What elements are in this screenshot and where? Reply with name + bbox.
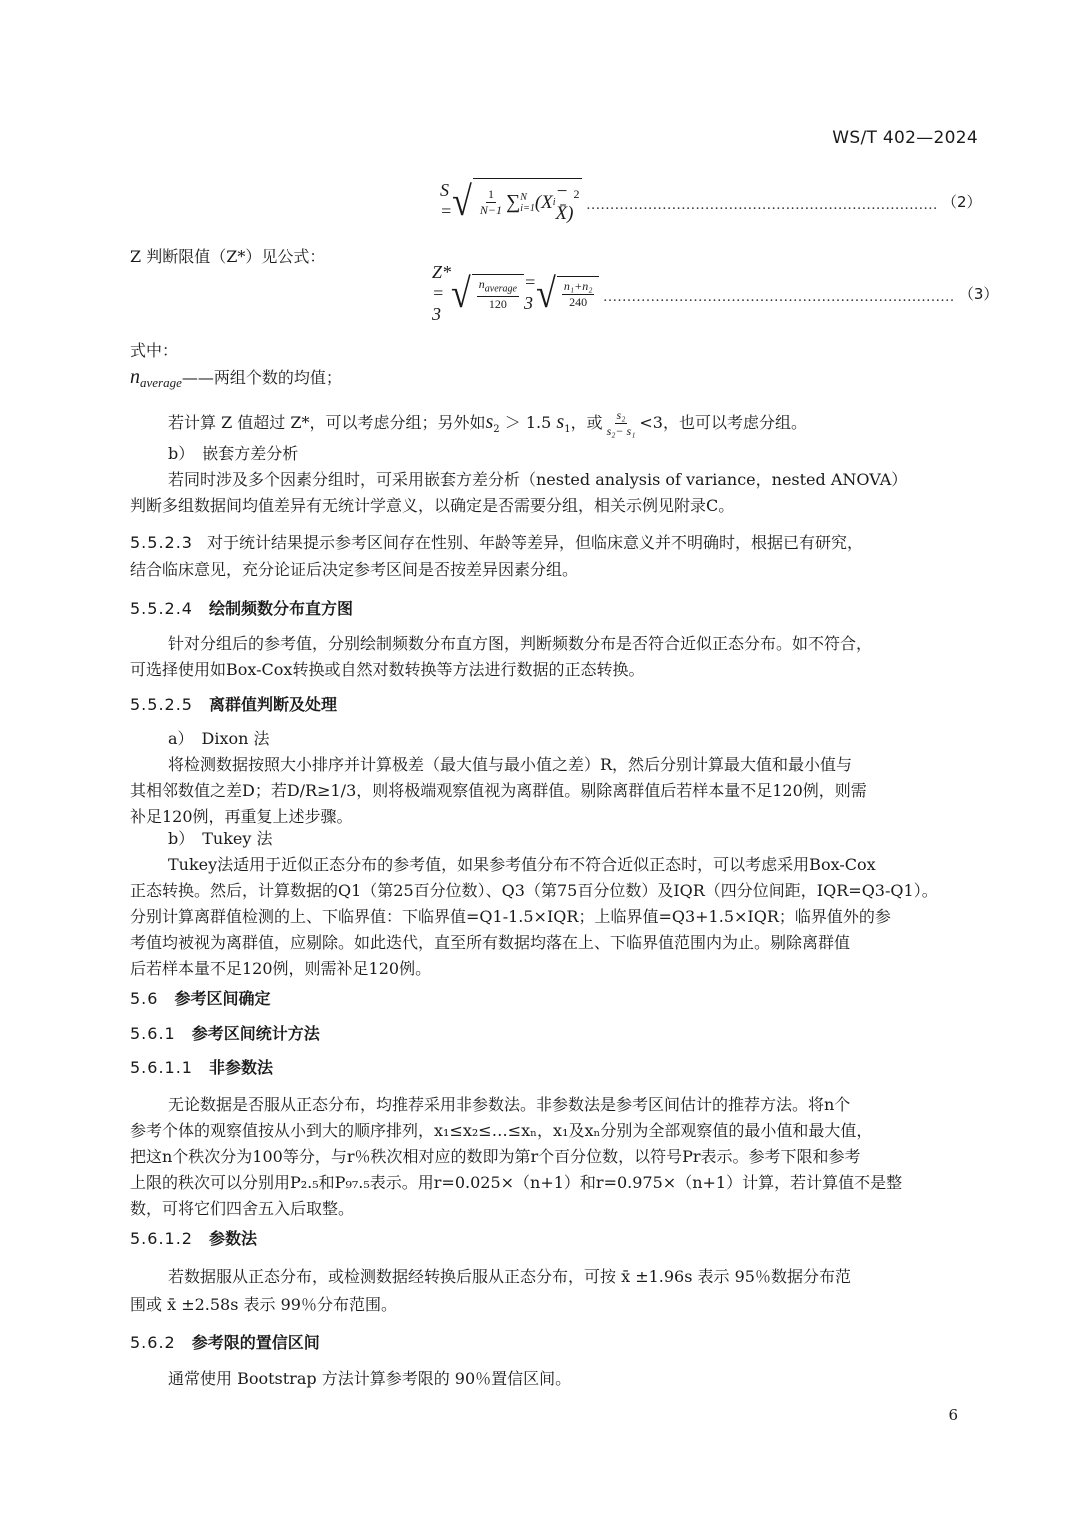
eq3-fraction-1: $\frac{n_{average}}{120}$ [478,276,517,312]
eq3-leader-dots: .......................................................................... [603,289,955,305]
eq3-fraction-2: $\frac{\text{n₁+n₂}}{240}$ [563,279,593,309]
eq2-number: （2） [941,192,982,211]
page-number: 6 [948,1406,958,1424]
nonparam-para-line-1: 无论数据是否服从正态分布，均推荐采用非参数法。非参数法是参考区间估计的推荐方法。将n个 [168,1095,851,1114]
tukey-para-line-4: 考值均被视为离群值，应剔除。如此迭代，直至所有数据均落在上、下临界值范围内为止。剔除离群值 [130,933,851,952]
ci-paragraph: 通常使用 Bootstrap 方法计算参考限的 90％置信区间。 [168,1369,572,1388]
standard-code: WS/T 402—2024 [832,128,978,148]
hist-para-line-2: 可选择使用如Box-Cox转换或自然对数转换等方法进行数据的正态转换。 [130,660,645,679]
nonparam-para-line-5: 数，可将它们四舍五入后取整。 [130,1199,355,1218]
eq3-number: （3） [958,284,999,303]
dixon-para-line-1: 将检测数据按照大小排序并计算极差（最大值与最小值之差）R，然后分别计算最大值和最小值与 [168,755,853,774]
heading-5-5-2-4: 5.5.2.4 绘制频数分布直方图 [130,599,353,618]
section-5-5-2-3: 5.5.2.3 对于统计结果提示参考区间存在性别、年龄等差异，但临床意义并不明确时，根据已有研究， [130,533,863,552]
nested-para-line-1: 若同时涉及多个因素分组时，可采用嵌套方差分析（nested analysis of variance，nested ANOVA） [168,470,908,489]
eq2-leader-dots: .......................................................................... [586,197,938,213]
s-ratio-fraction: $\frac{\text{s₂}}{\text{s₂− s₁}}$ [606,408,636,438]
nested-para-line-2: 判断多组数据间均值差异有无统计学意义，以确定是否需要分组，相关示例见附录C。 [130,496,735,515]
param-para-line-2: 围或 x̄ ±2.58s 表示 99％分布范围。 [130,1295,397,1314]
eq2-sqrt: √ $\frac{1}{N-1}$ ∑ N i=1 (X i − X̄) $^2$ [452,178,582,225]
item-b-tukey: b） Tukey 法 [168,829,273,848]
tukey-para-line-2: 正态转换。然后，计算数据的Q1（第25百分位数）、Q3（第75百分位数）及IQR（四分位间距，IQR=Q3-Q1）。 [130,881,938,900]
tukey-para-line-3: 分别计算离群值检测的上、下临界值：下临界值=Q1-1.5×IQR；上临界值=Q3+1.5×IQR；临界值外的参 [130,907,891,926]
dixon-para-line-2: 其相邻数值之差D；若D/R≥1/3，则将极端观察值视为离群值。剔除离群值后若样本量不足120例，则需 [130,781,867,800]
heading-5-6: 5.6 参考区间确定 [130,989,271,1008]
heading-5-6-1: 5.6.1 参考区间统计方法 [130,1024,320,1043]
z-intro: Z 判断限值（Z*）见公式： [130,247,326,266]
section-5-5-2-3-cont: 结合临床意见，充分论证后决定参考区间是否按差异因素分组。 [130,560,579,579]
nonparam-para-line-3: 把这n个秩次分为100等分，与r％秩次相对应的数即为第r个百分位数，以符号Pr表示。参考下限和参考 [130,1147,861,1166]
radical-sign: √ [452,178,472,224]
heading-5-6-1-1: 5.6.1.1 非参数法 [130,1058,273,1077]
symbol-definition: $n_{average}——$两组个数的均值； [130,366,342,391]
param-para-line-1: 若数据服从正态分布，或检测数据经转换后服从正态分布，可按 x̄ ±1.96s 表示 95％数据分布范 [168,1267,851,1286]
z-paragraph: 若计算 Z 值超过 Z*，可以考虑分组；另外如$s_2 > 1.5$ $s_1$，或 $\frac{\text{s₂}}{\text{s₂− s₁}}$ <3，也可以考虑分组。 [168,408,807,438]
hist-para-line-1: 针对分组后的参考值，分别绘制频数分布直方图，判断频数分布是否符合近似正态分布。如不符合， [168,634,873,653]
dixon-para-line-3: 补足120例，再重复上述步骤。 [130,807,353,826]
eq2-lhs: S = [440,180,453,221]
nonparam-para-line-4: 上限的秩次可以分别用P₂.₅和P₉₇.₅表示。用r=0.025×（n+1）和r=0.975×（n+1）计算，若计算值不是整 [130,1173,903,1192]
eq2-fraction: $\frac{1}{N-1}$ [479,187,503,217]
tukey-para-line-5: 后若样本量不足120例，则需补足120例。 [130,959,432,978]
where-label: 式中： [130,341,179,360]
equation-3: Z* = 3 √ $\frac{n_{average}}{120}$ = 3 √ $\frac{\text{n₁+n₂}}{240}$ .......................................................................... （3） [432,261,999,324]
eq3-lhs: Z* = 3 [432,261,452,324]
heading-5-5-2-5: 5.5.2.5 离群值判断及处理 [130,695,337,714]
tukey-para-line-1: Tukey法适用于近似正态分布的参考值，如果参考值分布不符合近似正态时，可以考虑采用Box-Cox [168,855,876,874]
item-a-dixon: a） Dixon 法 [168,729,270,748]
item-b-nested: b） 嵌套方差分析 [168,444,299,463]
nonparam-para-line-2: 参考个体的观察值按从小到大的顺序排列，x₁≤x₂≤…≤xₙ，x₁及xₙ分别为全部观察值的最小值和最大值， [130,1121,873,1140]
equation-2 [440,178,982,224]
heading-5-6-2: 5.6.2 参考限的置信区间 [130,1333,320,1352]
heading-5-6-1-2: 5.6.1.2 参数法 [130,1229,257,1248]
